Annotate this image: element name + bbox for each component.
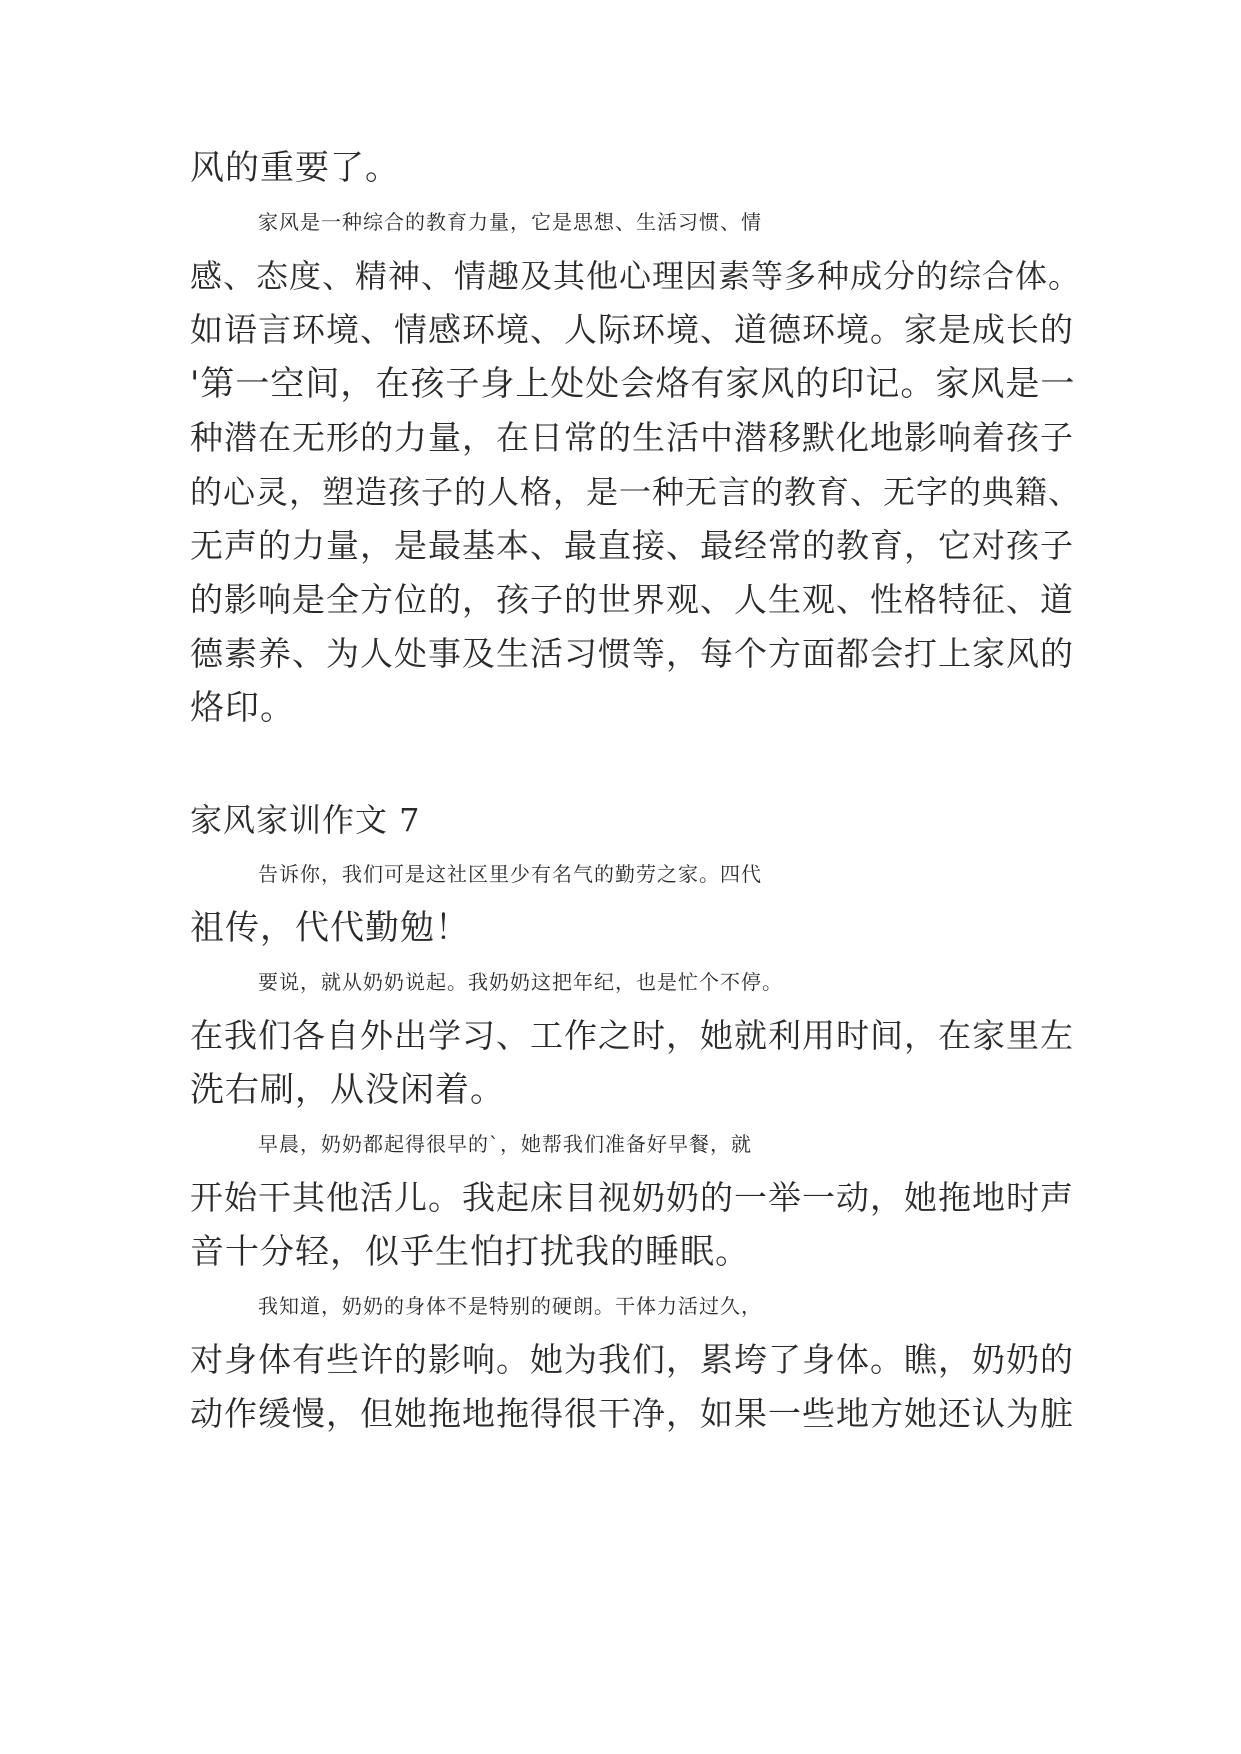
text-line: 德素养、为人处事及生活习惯等，每个方面都会打上家风的 (190, 634, 1074, 673)
paragraph-first-line: 要说，就从奶奶说起。我奶奶这把年纪，也是忙个不停。 (258, 970, 783, 994)
text-line: 无声的力量，是最基本、最直接、最经常的教育，它对孩子 (190, 526, 1074, 565)
paragraph-first-line: 我知道，奶奶的身体不是特别的硬朗。干体力活过久， (258, 1294, 762, 1318)
text-line: '第一空间，在孩子身上处处会烙有家风的印记。家风是一 (190, 364, 1076, 404)
text-line: 祖传，代代勤勉！ (190, 908, 470, 948)
text-line: 音十分轻，似乎生怕打扰我的睡眠。 (190, 1232, 750, 1272)
section-heading: 家风家训作文 7 (190, 801, 421, 839)
text-line: 的影响是全方位的，孩子的世界观、人生观、性格特征、道 (190, 580, 1074, 619)
text-line: 对身体有些许的影响。她为我们，累垮了身体。瞧，奶奶的 (190, 1340, 1074, 1379)
text-line: 开始干其他活儿。我起床目视奶奶的一举一动，她拖地时声 (190, 1178, 1074, 1217)
text-line: 如语言环境、情感环境、人际环境、道德环境。家是成长的 (190, 310, 1074, 349)
text-line: 种潜在无形的力量，在日常的生活中潜移默化地影响着孩子 (190, 418, 1074, 457)
text-line: 风的重要了。 (190, 148, 400, 188)
text-line: 动作缓慢，但她拖地拖得很干净，如果一些地方她还认为脏 (190, 1394, 1074, 1433)
text-line: 烙印。 (190, 688, 295, 728)
text-line: 的心灵，塑造孩子的人格，是一种无言的教育、无字的典籍、 (190, 473, 1082, 511)
paragraph-first-line: 告诉你，我们可是这社区里少有名气的勤劳之家。四代 (258, 862, 762, 886)
paragraph-first-line: 家风是一种综合的教育力量，它是思想、生活习惯、情 (258, 210, 762, 234)
paragraph-first-line: 早晨，奶奶都起得很早的`，她帮我们准备好早餐，就 (258, 1132, 752, 1156)
text-line: 感、态度、精神、情趣及其他心理因素等多种成分的综合体。 (190, 257, 1082, 295)
text-line: 洗右刷，从没闲着。 (190, 1070, 505, 1110)
text-line: 在我们各自外出学习、工作之时，她就利用时间，在家里左 (190, 1016, 1074, 1055)
